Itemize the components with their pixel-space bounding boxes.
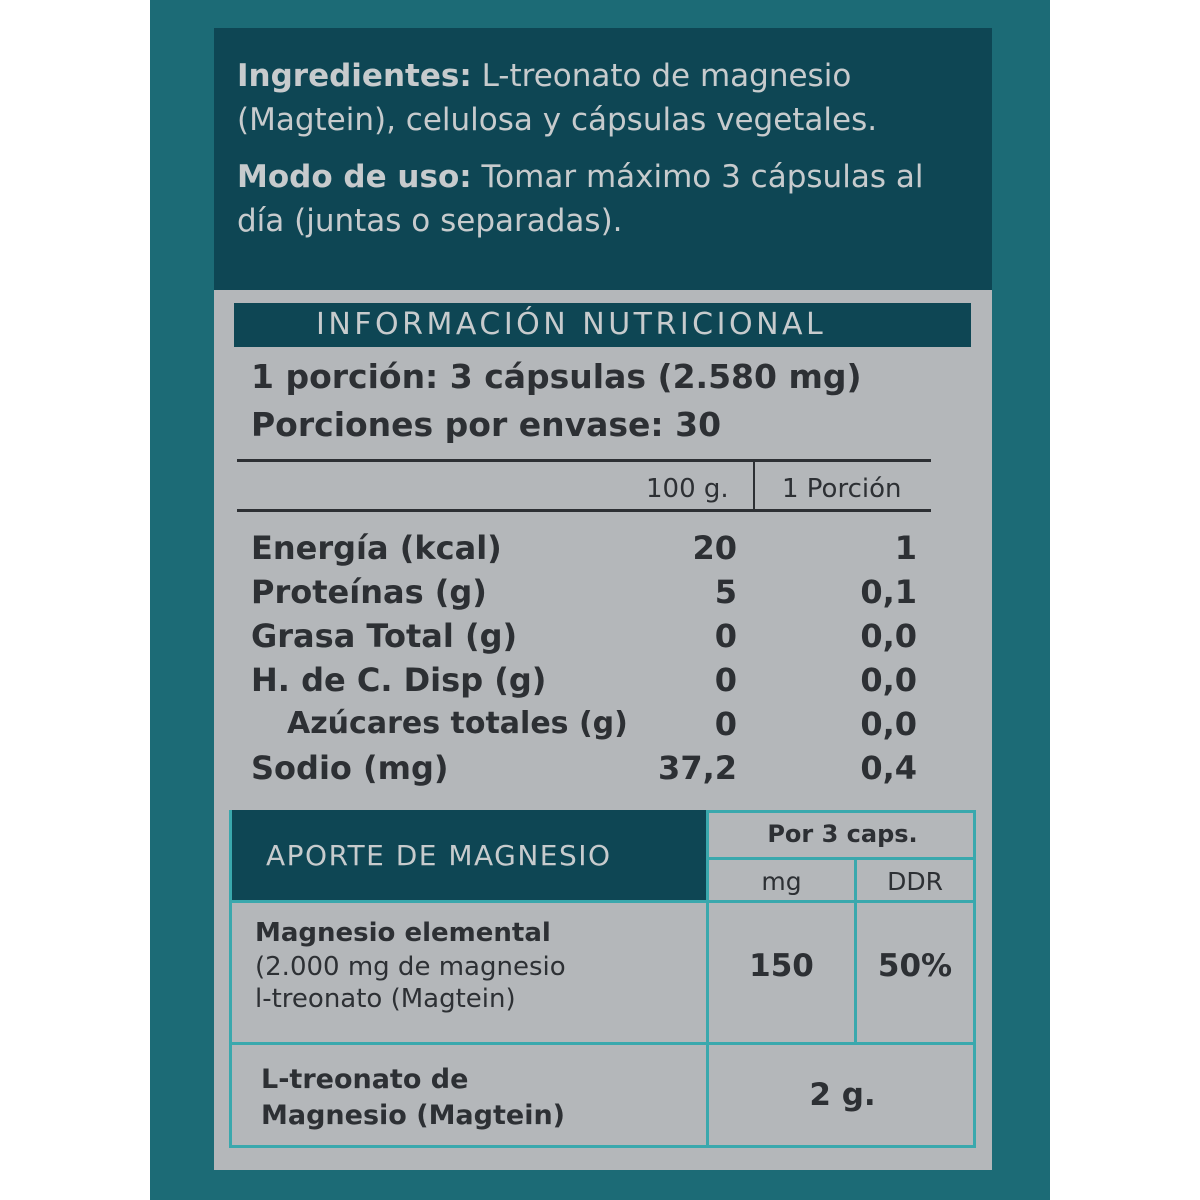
row-value-100g: 5 bbox=[714, 573, 737, 611]
nutrition-row-fat bbox=[251, 614, 931, 658]
row-label: Proteínas (g) bbox=[251, 573, 487, 611]
row-value-portion: 0,1 bbox=[860, 573, 917, 611]
row-value-100g: 0 bbox=[714, 705, 737, 743]
row-value-100g: 20 bbox=[692, 529, 737, 567]
column-header-portion: 1 Porción bbox=[782, 474, 902, 504]
magnesium-header: APORTE DE MAGNESIO bbox=[229, 810, 708, 902]
ddr-column-label: DDR bbox=[887, 867, 943, 896]
grid-line bbox=[706, 857, 976, 860]
nutrition-row-energy bbox=[251, 526, 931, 570]
ingredients-line2: (Magtein), celulosa y cápsulas vegetales. bbox=[237, 102, 878, 138]
nutrition-row-protein bbox=[251, 570, 931, 614]
usage-label: Modo de uso: bbox=[237, 159, 472, 195]
treonato-line1: L-treonato de bbox=[261, 1064, 469, 1095]
grid-line bbox=[706, 810, 976, 813]
nutrition-row-sodium bbox=[251, 746, 931, 790]
row-label: H. de C. Disp (g) bbox=[251, 661, 547, 699]
ingredients-line1: L-treonato de magnesio bbox=[471, 58, 852, 94]
grid-line bbox=[229, 1145, 976, 1148]
row-value-100g: 0 bbox=[714, 617, 737, 655]
row-value-portion: 0,0 bbox=[860, 661, 917, 699]
row-label: Energía (kcal) bbox=[251, 529, 502, 567]
elemental-line3: l-treonato (Magtein) bbox=[255, 984, 516, 1014]
mg-column-label: mg bbox=[761, 867, 802, 896]
table-top-rule bbox=[237, 459, 931, 462]
nutrition-header: INFORMACIÓN NUTRICIONAL bbox=[234, 303, 971, 347]
grid-line bbox=[229, 1042, 976, 1045]
elemental-title: Magnesio elemental bbox=[255, 918, 551, 948]
table-column-divider bbox=[753, 461, 755, 511]
row-value-portion: 1 bbox=[894, 529, 917, 567]
row-value-portion: 0,4 bbox=[860, 749, 917, 787]
grid-line bbox=[229, 900, 976, 903]
elemental-line2: (2.000 mg de magnesio bbox=[255, 952, 566, 982]
ingredients-label: Ingredientes: bbox=[237, 58, 472, 94]
row-label: Azúcares totales (g) bbox=[287, 706, 628, 741]
row-value-100g: 37,2 bbox=[658, 749, 737, 787]
row-value-100g: 0 bbox=[714, 661, 737, 699]
grid-line bbox=[229, 810, 232, 1148]
ingredients-text bbox=[237, 54, 977, 142]
row-label: Sodio (mg) bbox=[251, 749, 449, 787]
magnesium-table bbox=[229, 810, 976, 1148]
nutrition-row-sugars bbox=[251, 702, 931, 746]
row-label: Grasa Total (g) bbox=[251, 617, 518, 655]
treonato-value: 2 g. bbox=[809, 1077, 876, 1113]
usage-line2: día (juntas o separadas). bbox=[237, 203, 623, 239]
treonato-line2: Magnesio (Magtein) bbox=[261, 1100, 566, 1131]
column-header-100g: 100 g. bbox=[646, 474, 729, 504]
row-value-portion: 0,0 bbox=[860, 705, 917, 743]
table-header-rule bbox=[237, 509, 931, 512]
nutrition-row-carbs bbox=[251, 658, 931, 702]
row-value-portion: 0,0 bbox=[860, 617, 917, 655]
serving-size: 1 porción: 3 cápsulas (2.580 mg) bbox=[251, 357, 862, 396]
elemental-ddr-value: 50% bbox=[877, 948, 953, 984]
servings-per-container: Porciones por envase: 30 bbox=[251, 405, 722, 444]
usage-text bbox=[237, 155, 977, 243]
elemental-mg-value: 150 bbox=[749, 948, 814, 984]
usage-line1: Tomar máximo 3 cápsulas al bbox=[471, 159, 924, 195]
per-caps-label: Por 3 caps. bbox=[767, 820, 918, 848]
